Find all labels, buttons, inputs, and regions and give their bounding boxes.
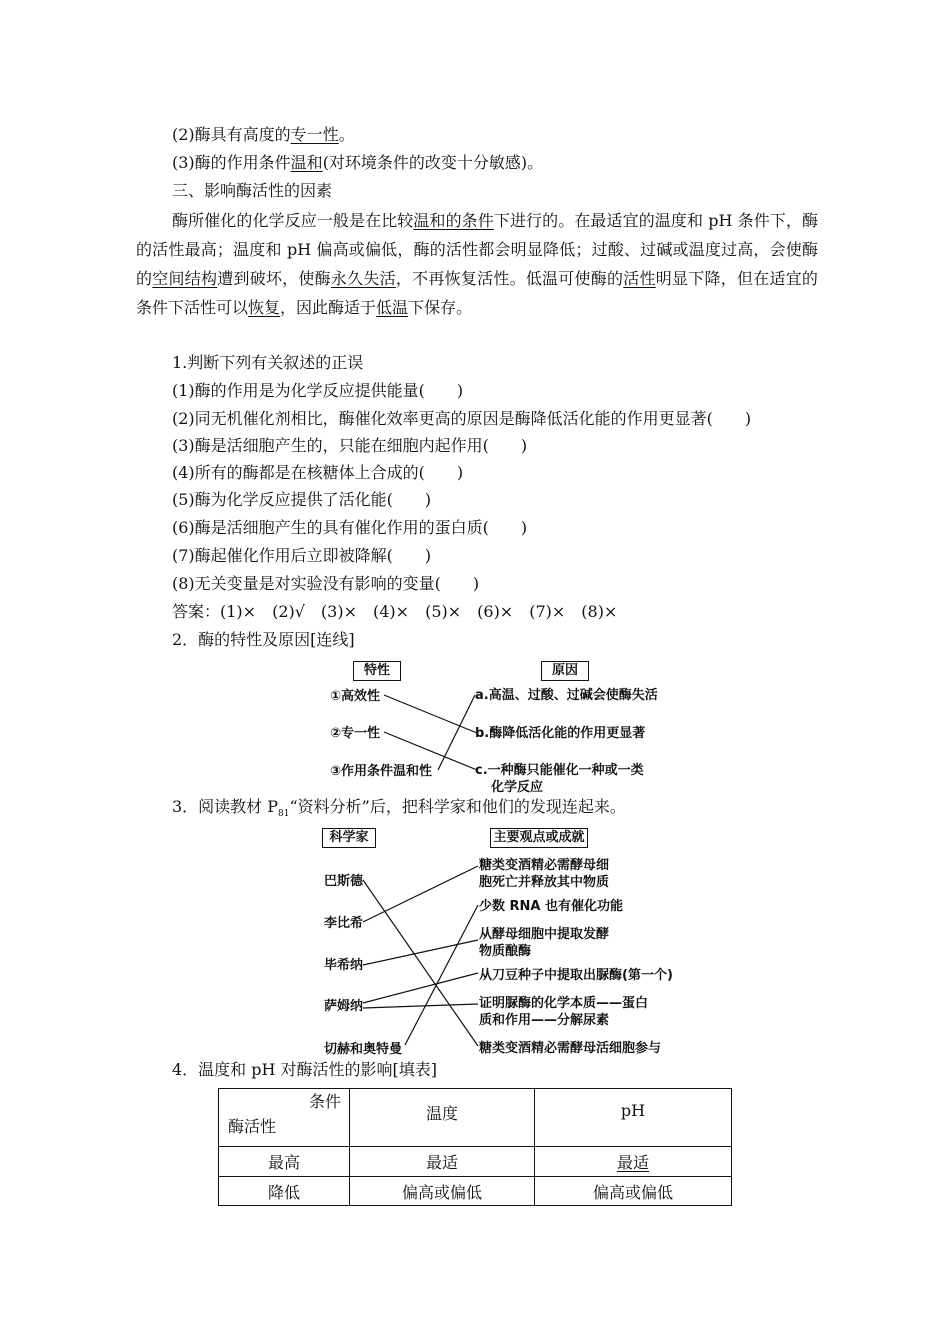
table-header-cell: pH bbox=[535, 1089, 732, 1147]
q2-right-header: 原因 bbox=[541, 661, 589, 681]
q1-item: (7)酶起催化作用后立即被降解( ) bbox=[172, 546, 432, 565]
q3-finding: 胞死亡并释放其中物质 bbox=[479, 875, 610, 890]
q1-item: (8)无关变量是对实验没有影响的变量( ) bbox=[172, 574, 480, 593]
q3-scientist: 萨姆纳 bbox=[324, 999, 364, 1014]
table-cell: 最适 bbox=[350, 1147, 535, 1177]
table-cell: 最适 bbox=[535, 1147, 732, 1177]
q3-finding: 从刀豆种子中提取出脲酶(第一个) bbox=[479, 968, 673, 983]
table-corner-cell: 条件 酶活性 bbox=[219, 1089, 350, 1147]
q2-left-item: ①高效性 bbox=[330, 689, 381, 704]
q3-finding: 糖类变酒精必需酵母活细胞参与 bbox=[479, 1041, 662, 1056]
q3-finding: 质和作用——分解尿素 bbox=[479, 1013, 610, 1028]
q3-left-header: 科学家 bbox=[322, 828, 376, 848]
q3-connector bbox=[363, 1004, 478, 1008]
q3-connector bbox=[363, 940, 478, 965]
q1-item: (2)同无机催化剂相比，酶催化效率更高的原因是酶降低活化能的作用更显著( ) bbox=[172, 409, 752, 428]
table-cell: 降低 bbox=[219, 1177, 350, 1206]
q3-finding: 证明脲酶的化学本质——蛋白 bbox=[479, 996, 649, 1011]
q3-finding: 物质酿酶 bbox=[479, 944, 532, 959]
q3-scientist: 巴斯德 bbox=[324, 874, 364, 889]
q2-right-item: a.高温、过酸、过碱会使酶失活 bbox=[475, 688, 658, 703]
table-cell: 偏高或偏低 bbox=[350, 1177, 535, 1206]
section-heading: 三、影响酶活性的因素 bbox=[172, 181, 333, 200]
body-paragraph: 酶所催化的化学反应一般是在比较温和的条件下进行的。在最适宜的温度和 pH 条件下，酶的活性最高；温度和 pH 偏高或偏低，酶的活性都会明显降低；过酸、过碱或温度过高，会使酶的空间结构遭到破坏，使酶永久失活，不再恢复活性。低温可使酶的活性明显下降，但在适宜的条件下活性可以恢复，因此酶适于低温下保存。 bbox=[136, 211, 818, 317]
q1-title: 1.判断下列有关叙述的正误 bbox=[172, 353, 364, 372]
q2-right-item: 化学反应 bbox=[491, 780, 544, 795]
blank-answer: 温和 bbox=[290, 153, 323, 172]
q3-finding: 少数 RNA 也有催化功能 bbox=[479, 899, 624, 914]
q3-connector bbox=[363, 880, 478, 1046]
q2-connector bbox=[384, 732, 477, 770]
q3-connector bbox=[405, 905, 478, 1045]
q2-left-header: 特性 bbox=[353, 661, 401, 681]
q3-scientist: 切赫和奥特曼 bbox=[324, 1042, 403, 1057]
q3-finding: 糖类变酒精必需酵母细 bbox=[479, 858, 610, 873]
table-header-cell: 温度 bbox=[350, 1089, 535, 1147]
statement-3: (3)酶的作用条件温和(对环境条件的改变十分敏感)。 bbox=[172, 153, 544, 172]
table-cell: 偏高或偏低 bbox=[535, 1177, 732, 1206]
q3-scientist: 李比希 bbox=[324, 916, 364, 931]
q3-connector bbox=[363, 973, 478, 1003]
q4-title: 4．温度和 pH 对酶活性的影响[填表] bbox=[172, 1060, 438, 1079]
q2-right-item: b.酶降低活化能的作用更显著 bbox=[475, 726, 646, 741]
q1-answer: 答案：(1)× (2)√ (3)× (4)× (5)× (6)× (7)× (8)× bbox=[172, 602, 618, 621]
q2-right-item: c.一种酶只能催化一种或一类 bbox=[475, 763, 644, 778]
q3-finding: 从酵母细胞中提取发酵 bbox=[479, 927, 610, 942]
q3-title: 3．阅读教材 $P_{81}“$资料分析”后，把科学家和他们的发现连起来。 bbox=[172, 797, 626, 820]
q2-connector bbox=[438, 695, 475, 770]
table-cell: 最高 bbox=[219, 1147, 350, 1177]
q2-left-item: ②专一性 bbox=[330, 726, 381, 741]
q1-item: (5)酶为化学反应提供了活化能( ) bbox=[172, 490, 432, 509]
q2-connector bbox=[384, 695, 477, 733]
q3-right-header: 主要观点或成就 bbox=[490, 828, 588, 848]
q3-connector bbox=[363, 866, 478, 922]
q3-scientist: 毕希纳 bbox=[324, 958, 364, 973]
q1-item: (3)酶是活细胞产生的，只能在细胞内起作用( ) bbox=[172, 436, 528, 455]
q2-left-item: ③作用条件温和性 bbox=[330, 764, 433, 779]
enzyme-activity-table bbox=[218, 1088, 732, 1206]
q1-item: (1)酶的作用是为化学反应提供能量( ) bbox=[172, 381, 464, 400]
blank-answer: 专一性 bbox=[290, 125, 339, 144]
q1-item: (4)所有的酶都是在核糖体上合成的( ) bbox=[172, 463, 464, 482]
q1-item: (6)酶是活细胞产生的具有催化作用的蛋白质( ) bbox=[172, 518, 528, 537]
statement-2: (2)酶具有高度的专一性。 bbox=[172, 125, 355, 144]
q2-title: 2．酶的特性及原因[连线] bbox=[172, 630, 355, 649]
